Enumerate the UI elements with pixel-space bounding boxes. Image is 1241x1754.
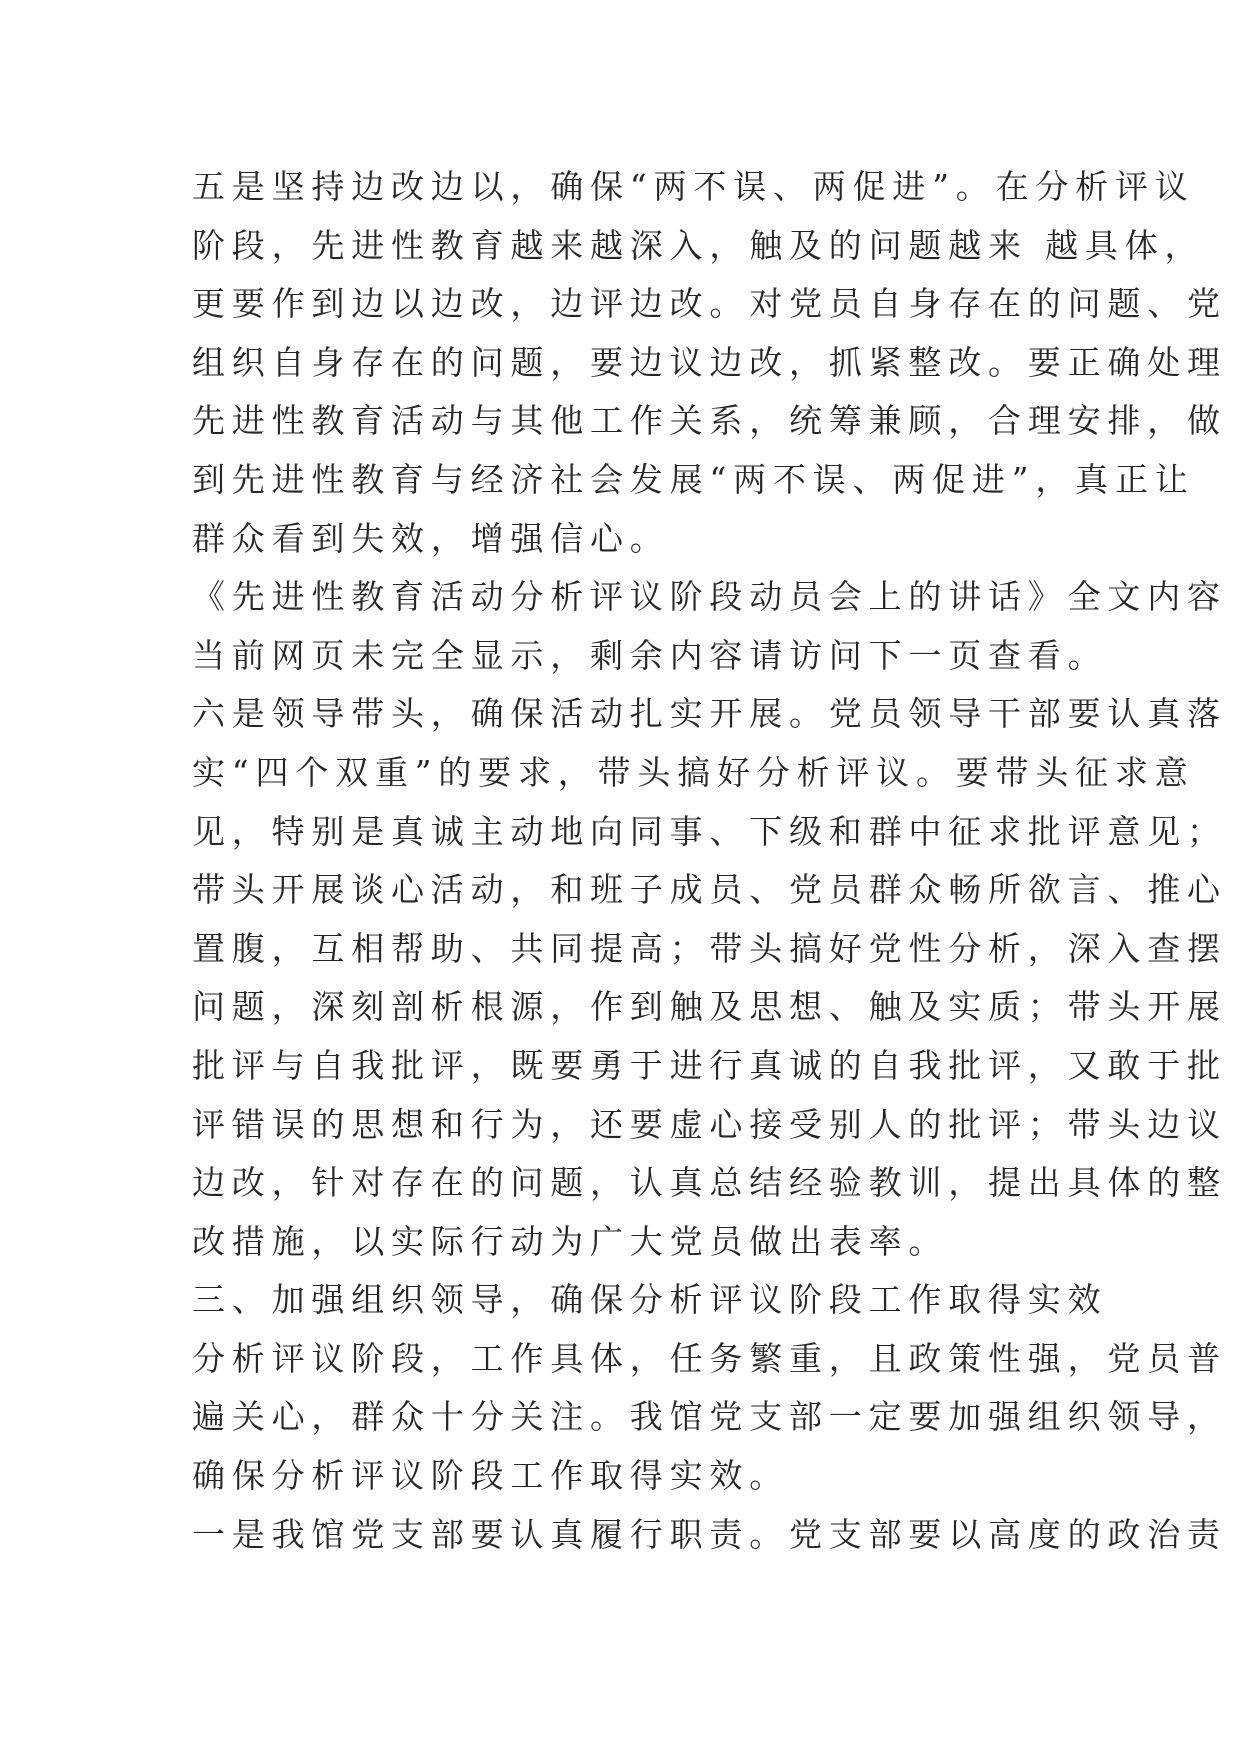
text-line: 边改，针对存在的问题，认真总结经验教训，提出具体的整 [192,1163,1227,1203]
text-line: 见，特别是真诚主动地向同事、下级和群中征求批评意见； [192,811,1227,851]
text-line: 更要作到边以边改，边评边改。对党员自身存在的问题、党 [192,284,1227,324]
section-heading: 三、加强组织领导，确保分析评议阶段工作取得实效 [192,1280,1108,1320]
text-line: 到先进性教育与经济社会发展“两不误、两促进”，真正让 [192,459,1195,499]
text-line: 评错误的思想和行为，还要虚心接受别人的批评；带头边议 [192,1104,1227,1144]
text-line: 遍关心，群众十分关注。我馆党支部一定要加强组织领导， [192,1397,1227,1437]
text-line: 确保分析评议阶段工作取得实效。 [192,1456,789,1496]
text-line: 置腹，互相帮助、共同提高；带头搞好党性分析，深入查摆 [192,928,1227,968]
text-line: 分析评议阶段，工作具体，任务繁重，且政策性强，党员普 [192,1338,1227,1378]
text-line: 群众看到失效，增强信心。 [192,518,670,558]
text-line: 一是我馆党支部要认真履行职责。党支部要以高度的政治责 [192,1514,1227,1554]
text-line: 《先进性教育活动分析评议阶段动员会上的讲话》全文内容 [192,577,1227,617]
text-line: 当前网页未完全显示，剩余内容请访问下一页查看。 [192,635,1108,675]
text-line: 实“四个双重”的要求，带头搞好分析评议。要带头征求意 [192,752,1195,792]
text-line: 批评与自我批评，既要勇于进行真诚的自我批评，又敢于批 [192,1045,1227,1085]
text-line: 改措施，以实际行动为广大党员做出表率。 [192,1221,949,1261]
text-line: 阶段，先进性教育越来越深入，触及的问题越来 越具体， [192,225,1205,265]
text-line: 五是坚持边改边以，确保“两不误、两促进”。在分析评议 [192,167,1195,206]
text-line: 六是领导带头，确保活动扎实开展。党员领导干部要认真落 [192,694,1227,734]
text-line: 组织自身存在的问题，要边议边改，抓紧整改。要正确处理 [192,342,1227,382]
text-line: 带头开展谈心活动，和班子成员、党员群众畅所欲言、推心 [192,870,1227,910]
text-line: 先进性教育活动与其他工作关系，统筹兼顾，合理安排，做 [192,401,1227,441]
text-line: 问题，深刻剖析根源，作到触及思想、触及实质；带头开展 [192,987,1227,1027]
document-body [192,158,1227,1564]
